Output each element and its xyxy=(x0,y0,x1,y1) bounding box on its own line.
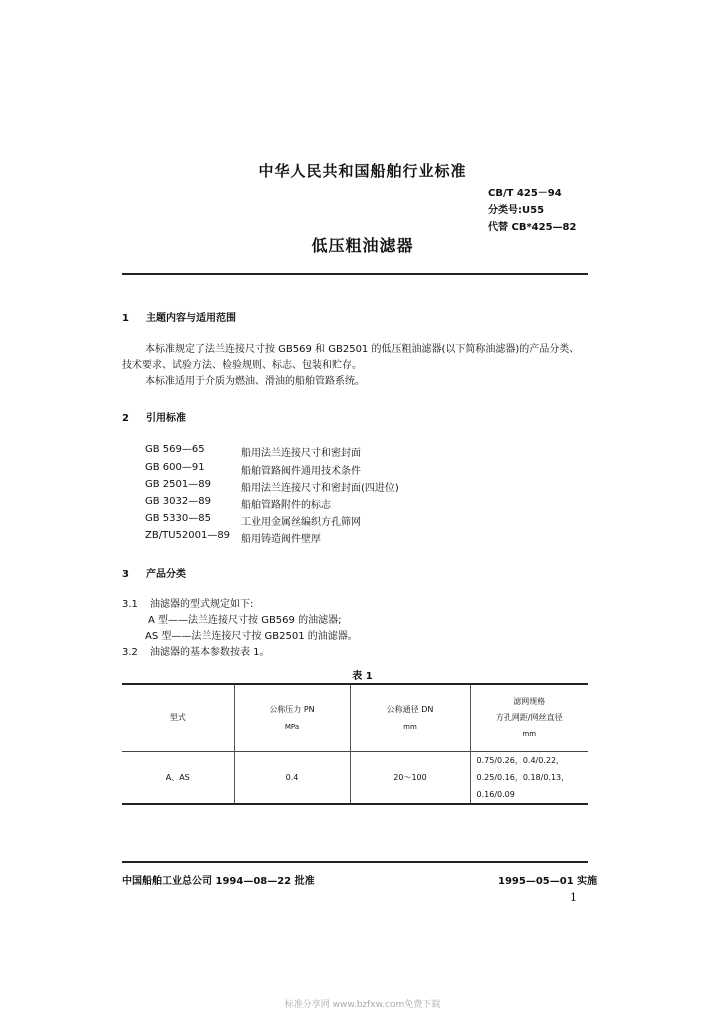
header-mesh-line-2: 方孔网距/网丝直径 xyxy=(495,712,563,722)
reference-title: 船舶管路阀件通用技术条件 xyxy=(241,466,361,477)
reference-code: GB 2501—89 xyxy=(145,479,211,490)
mesh-spec-line: 0.25/0.16，0.18/0.13， xyxy=(476,772,570,782)
reference-code: GB 600—91 xyxy=(145,462,205,473)
reference-item xyxy=(145,496,545,510)
section-1-heading xyxy=(122,309,236,324)
section-1-para-1-line-2: 技术要求、试验方法、检验规则、标志、包装和贮存。 xyxy=(122,360,362,371)
clause-number: 3.2 xyxy=(122,647,138,658)
section-title: 引用标准 xyxy=(146,413,186,424)
clause-3-2 xyxy=(122,645,270,661)
section-title: 产品分类 xyxy=(146,569,186,580)
reference-title: 船用法兰连接尺寸和密封面 xyxy=(241,448,361,459)
table-header-row xyxy=(122,684,588,751)
table-caption: 表 1 xyxy=(352,671,373,682)
reference-item xyxy=(145,462,545,476)
section-number: 3 xyxy=(122,569,129,580)
section-1-para-2: 本标准适用于介质为燃油、滑油的船舶管路系统。 xyxy=(145,376,365,387)
mesh-spec-line: 0.75/0.26，0.4/0.22， xyxy=(476,755,565,765)
table-row xyxy=(122,751,588,804)
reference-item xyxy=(145,513,545,527)
org-title: 中华人民共和国船舶行业标准 xyxy=(258,162,467,180)
category-code: 分类号:U55 xyxy=(488,205,545,216)
header-rule xyxy=(122,273,588,275)
reference-item xyxy=(145,479,545,493)
header-mesh-line-1: 滤网规格 xyxy=(513,696,546,706)
header-type: 型式 xyxy=(122,684,234,751)
section-3-heading xyxy=(122,565,186,580)
reference-code: ZB/TU52001—89 xyxy=(145,530,231,541)
reference-title: 工业用金属丝编织方孔筛网 xyxy=(241,517,361,528)
section-2-heading xyxy=(122,409,186,424)
cell-type: A、AS xyxy=(122,751,234,804)
standard-number: CB/T 425－94 xyxy=(488,188,562,199)
section-number: 1 xyxy=(122,313,129,324)
reference-code: GB 569—65 xyxy=(145,444,205,455)
page-number: 1 xyxy=(570,891,577,904)
cell-pressure: 0.4 xyxy=(234,751,350,804)
section-1-para-1-line-1: 本标准规定了法兰连接尺寸按 GB569 和 GB2501 的低压粗油滤器(以下简称油滤器)的产品分类、 xyxy=(145,344,580,355)
section-number: 2 xyxy=(122,413,129,424)
parameter-table xyxy=(122,683,588,805)
header-mesh xyxy=(470,684,588,751)
replaces-standard: 代替 CB*425—82 xyxy=(488,222,577,233)
header-pressure-unit: MPa xyxy=(284,723,300,732)
header-mesh-unit: mm xyxy=(522,729,537,738)
clause-text: 油滤器的型式规定如下: xyxy=(150,599,254,610)
effective-date: 1995—05—01 实施 xyxy=(498,876,598,887)
header-pressure xyxy=(234,684,350,751)
type-a-definition: A 型——法兰连接尺寸按 GB569 的油滤器; xyxy=(148,615,342,626)
header-diameter xyxy=(350,684,470,751)
mesh-spec-line: 0.16/0.09 xyxy=(476,789,515,799)
reference-title: 船用铸造阀件壁厚 xyxy=(241,534,321,545)
reference-title: 船舶管路附件的标志 xyxy=(241,500,331,511)
reference-title: 船用法兰连接尺寸和密封面(四进位) xyxy=(241,483,399,494)
type-as-definition: AS 型——法兰连接尺寸按 GB2501 的油滤器。 xyxy=(145,631,358,642)
clause-3-1 xyxy=(122,597,253,613)
approval-line: 中国船舶工业总公司 1994—08—22 批准 xyxy=(122,876,315,887)
section-title: 主题内容与适用范围 xyxy=(146,313,236,324)
cell-diameter: 20～100 xyxy=(350,751,470,804)
reference-item xyxy=(145,444,545,458)
clause-text: 油滤器的基本参数按表 1。 xyxy=(150,647,270,658)
reference-code: GB 5330—85 xyxy=(145,513,211,524)
reference-item xyxy=(145,530,545,544)
watermark: 标准分享网 www.bzfxw.com免费下载 xyxy=(284,1000,441,1010)
document-title: 低压粗油滤器 xyxy=(311,236,414,255)
header-diameter-unit: mm xyxy=(403,723,417,732)
reference-code: GB 3032—89 xyxy=(145,496,211,507)
header-diameter-label: 公称通径 DN xyxy=(386,705,434,715)
clause-number: 3.1 xyxy=(122,599,138,610)
footer-rule xyxy=(122,861,588,863)
cell-mesh xyxy=(470,751,588,804)
header-pressure-label: 公称压力 PN xyxy=(269,705,315,715)
